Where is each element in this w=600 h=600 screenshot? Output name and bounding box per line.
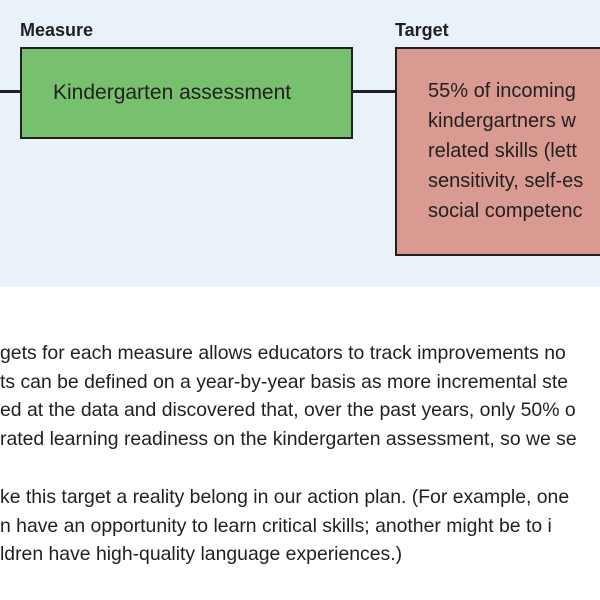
body-paragraph-1 (0, 339, 600, 453)
target-line: related skills (lett (428, 140, 577, 162)
measure-box-text: Kindergarten assessment (53, 81, 292, 104)
diagram-panel (0, 0, 600, 287)
target-line: sensitivity, self-es (428, 170, 584, 192)
target-box (395, 47, 600, 256)
paragraph-line: gets for each measure allows educators to track improvements no (0, 342, 566, 364)
target-line: 55% of incoming (428, 80, 576, 102)
paragraph-line: ts can be defined on a year-by-year basis as more incremental ste (0, 370, 568, 393)
paragraph-line: n have an opportunity to learn critical skills; another might be to i (0, 514, 552, 537)
paragraph-line: ke this target a reality belong in our action plan. (For example, one (0, 486, 570, 508)
target-line: social competenc (428, 200, 583, 222)
paragraph-line: rated learning readiness on the kindergarten assessment, so we se (0, 427, 577, 450)
target-line: kindergartners w (428, 110, 576, 132)
paragraph-line: ldren have high-quality language experiences.) (0, 543, 403, 565)
target-heading: Target (395, 20, 449, 40)
measure-box (20, 47, 353, 139)
left-connector-line (0, 90, 20, 93)
body-paragraph-2 (0, 483, 600, 569)
paragraph-line: ed at the data and discovered that, over the past years, only 50% o (0, 399, 576, 421)
measure-heading: Measure (20, 20, 94, 40)
measure-target-connector-line (353, 90, 395, 93)
